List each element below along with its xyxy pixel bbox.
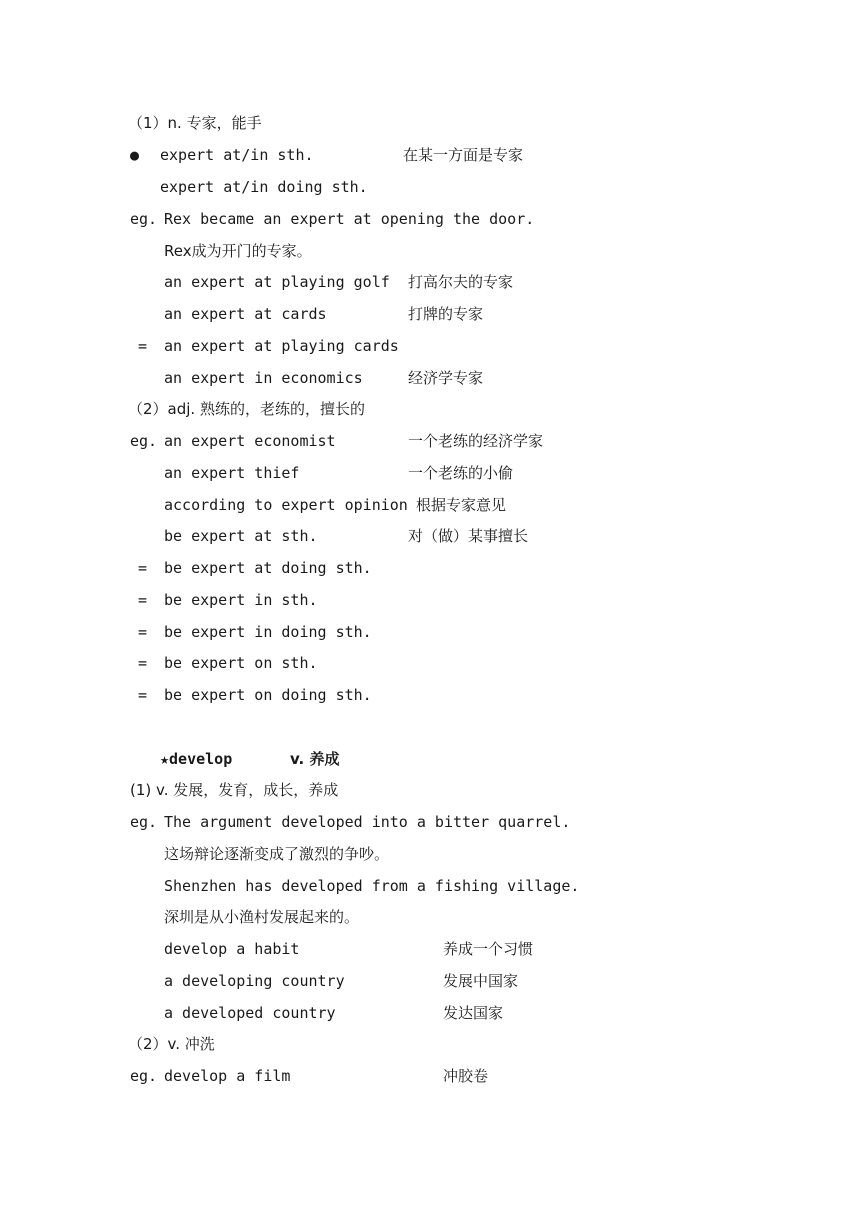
example-en: an expert at cards [164,305,327,323]
example-en: Shenzhen has developed from a fishing village. [164,877,580,895]
equals-sign: = [138,654,148,672]
phrase-en: expert at/in doing sth. [160,178,368,196]
example-zh: 发达国家 [443,1004,504,1022]
example-zh: 这场辩论逐渐变成了激烈的争吵。 [164,845,390,863]
example-zh: 打高尔夫的专家 [408,273,514,291]
eg-label: eg. [130,1067,158,1085]
example-en: an expert at playing golf [164,273,390,291]
sense-heading-noun: （1）n. 专家，能手 [128,114,262,132]
equals-sign: = [138,591,148,609]
equivalent-phrase: be expert on doing sth. [164,686,372,704]
example-en: an expert in economics [164,369,363,387]
phrase-zh: 在某一方面是专家 [403,146,524,164]
equals-sign: = [138,337,148,355]
sense-heading-adj: （2）adj. 熟练的，老练的，擅长的 [128,400,365,418]
eg-label: eg. [130,813,158,831]
example-en: be expert at sth. [164,527,318,545]
example-zh: 发展中国家 [443,972,519,990]
equivalent-phrase: be expert at doing sth. [164,559,372,577]
example-en: according to expert opinion [164,496,408,514]
headword-pos: v. 养成 [290,750,340,768]
bullet-icon: ● [130,146,140,164]
example-zh: 对（做）某事擅长 [408,527,529,545]
sense-heading-verb: (1) v. 发展，发育，成长，养成 [130,781,339,799]
example-zh: 一个老练的经济学家 [408,432,544,450]
example-en: The argument developed into a bitter quarrel. [164,813,571,831]
example-zh: 根据专家意见 [416,496,507,514]
example-zh: 一个老练的小偷 [408,464,514,482]
example-zh: 深圳是从小渔村发展起来的。 [164,908,360,926]
phrase-en: expert at/in sth. [160,146,314,164]
example-en: a developing country [164,972,345,990]
example-zh: 经济学专家 [408,369,484,387]
equivalent-phrase: be expert in sth. [164,591,318,609]
equals-sign: = [138,559,148,577]
equals-sign: = [138,686,148,704]
example-en: a developed country [164,1004,336,1022]
example-en: develop a habit [164,940,300,958]
example-en: Rex became an expert at opening the door. [164,210,535,228]
example-zh: Rex成为开门的专家。 [164,242,312,260]
example-en: develop a film [164,1067,291,1085]
equivalent-phrase: be expert in doing sth. [164,623,372,641]
example-zh: 冲胶卷 [443,1067,489,1085]
example-zh: 养成一个习惯 [443,940,534,958]
example-en: an expert economist [164,432,336,450]
equals-sign: = [138,623,148,641]
eg-label: eg. [130,432,158,450]
eg-label: eg. [130,210,158,228]
sense-heading-verb: （2）v. 冲洗 [128,1035,215,1053]
equivalent-phrase: be expert on sth. [164,654,318,672]
example-en: an expert thief [164,464,300,482]
example-en: an expert at playing cards [164,337,399,355]
headword: ★develop [160,750,233,768]
example-zh: 打牌的专家 [408,305,484,323]
